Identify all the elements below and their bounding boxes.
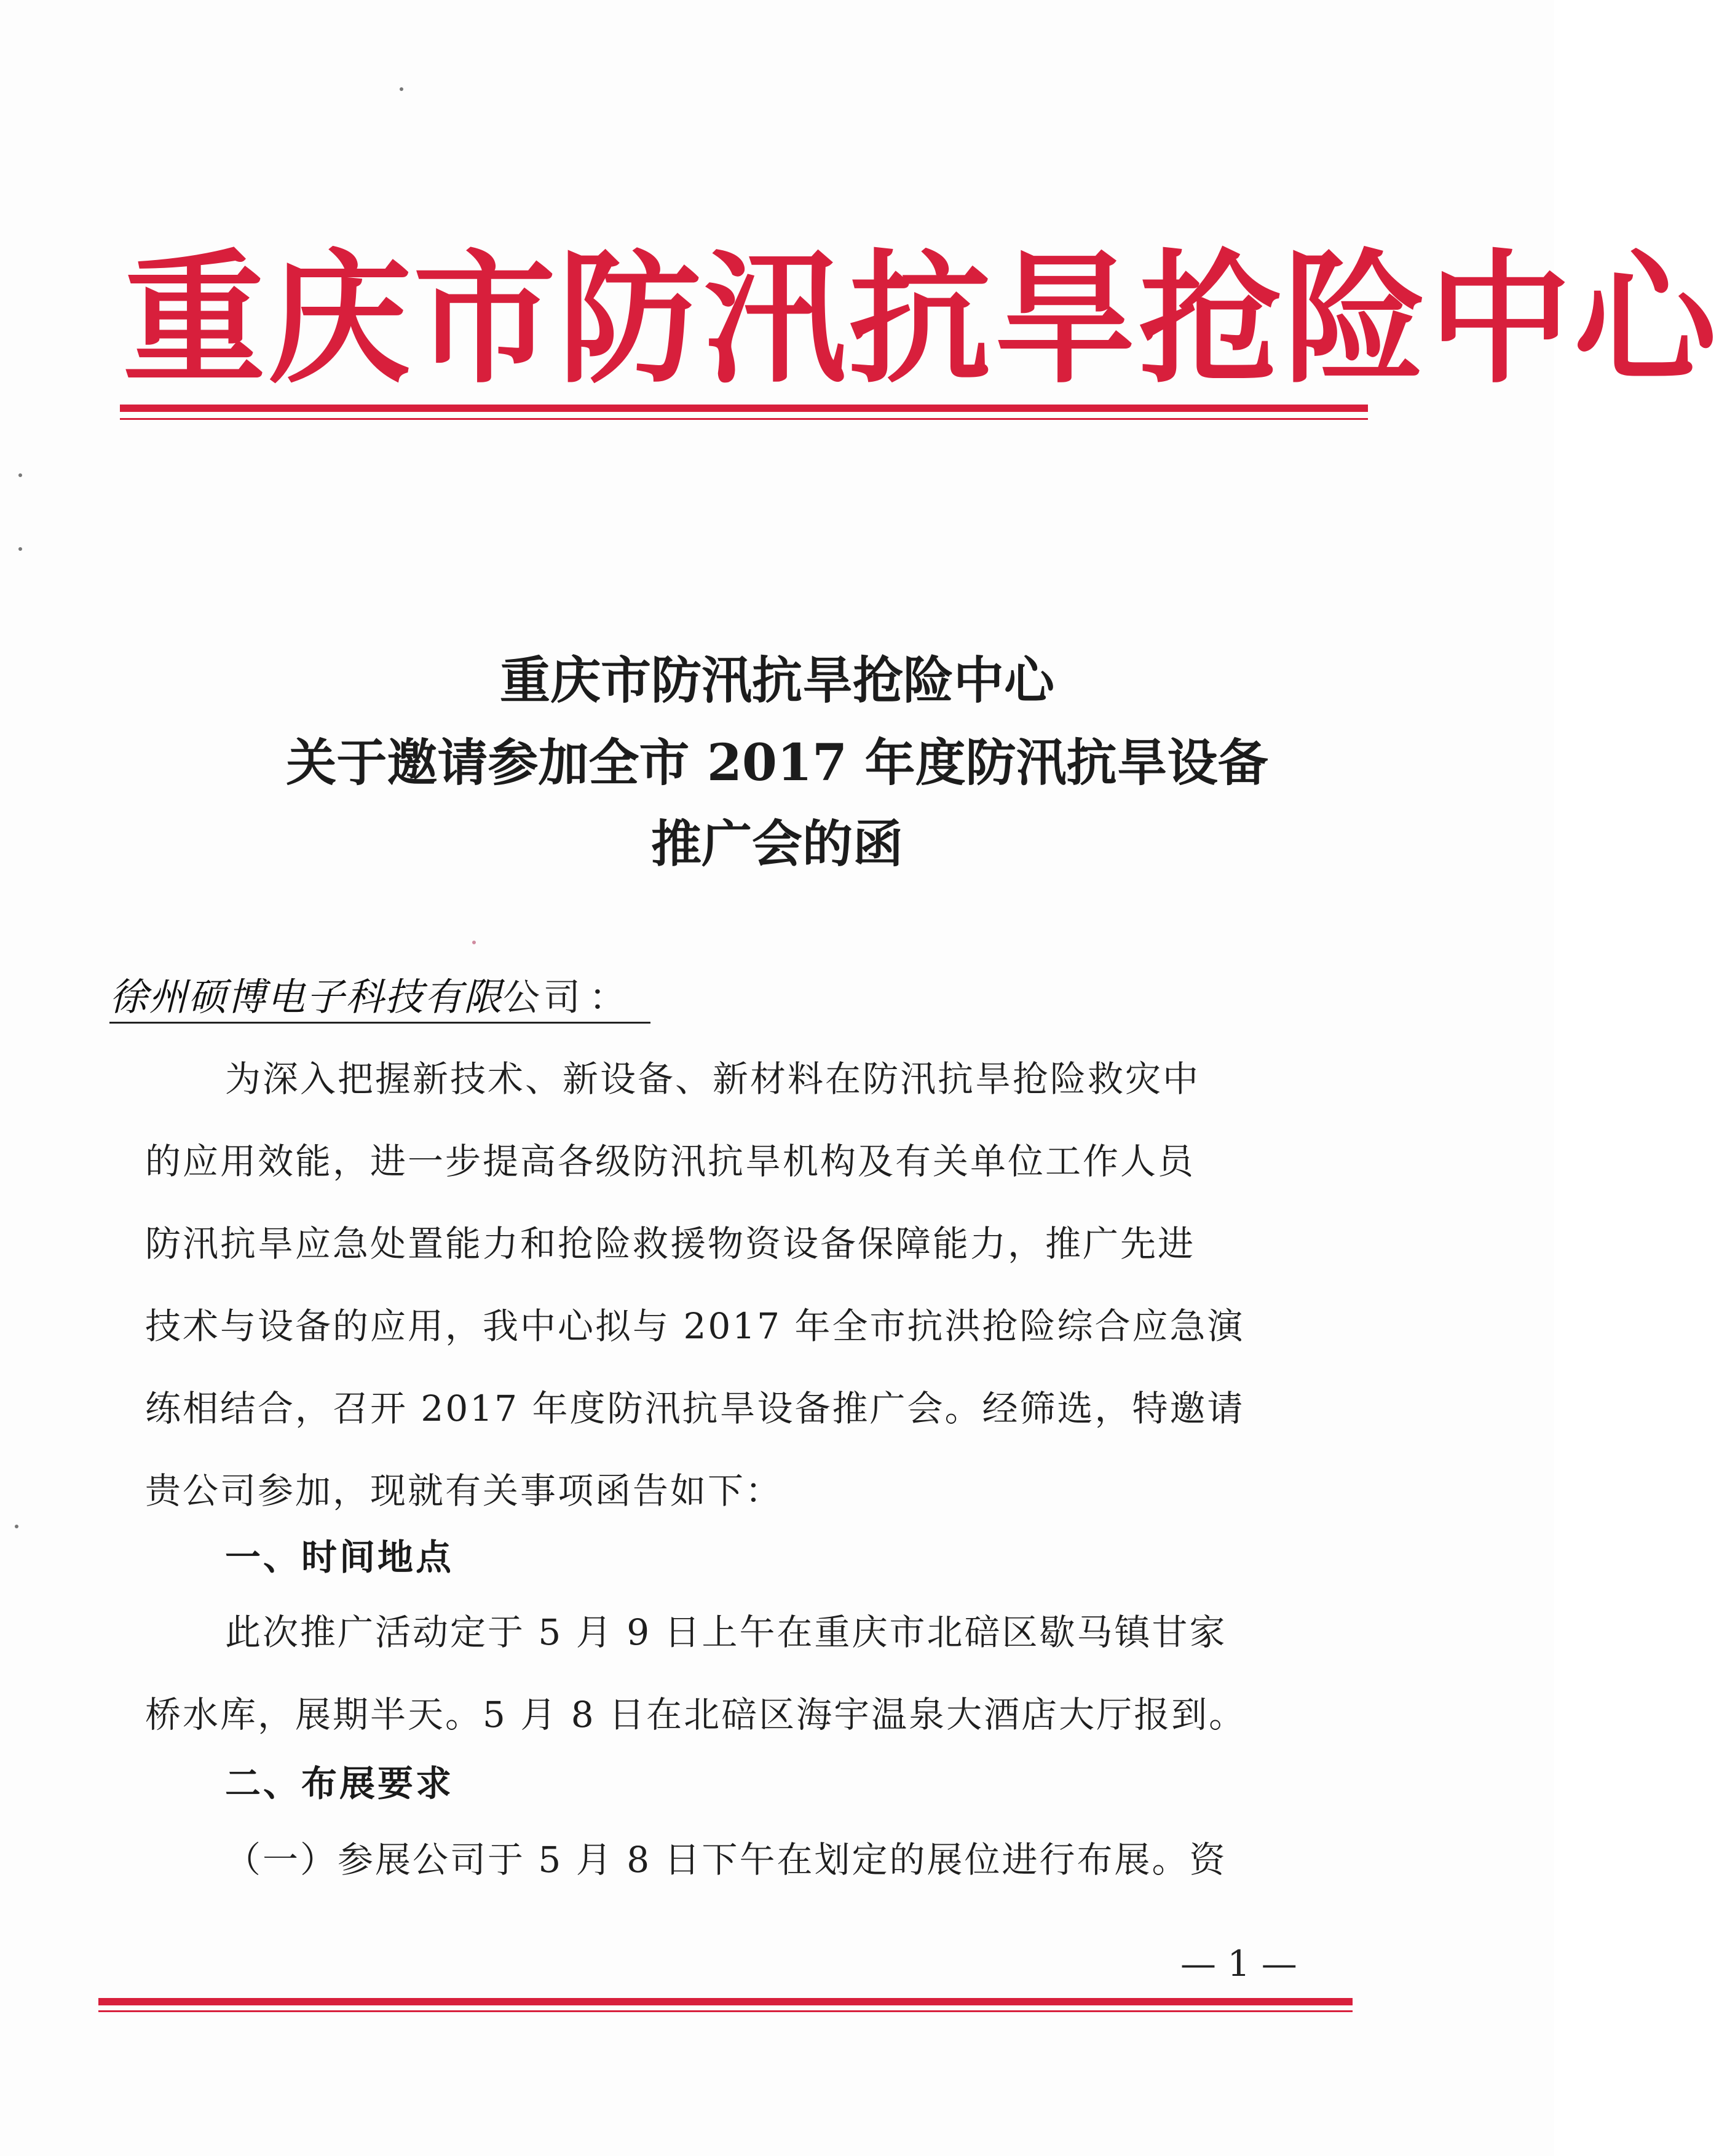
addressee-handwritten-name: 徐州硕博电子科技有限 [109,974,504,1019]
intro-line-3: 防汛抗旱应急处置能力和抢险救援物资设备保障能力，推广先进 [145,1223,1196,1265]
scan-speck [18,473,22,477]
footer-red-rule-thin [98,2010,1353,2012]
addressee [109,966,626,1028]
letterhead-red-rule [120,405,1368,412]
page-number: — 1 — [1180,1943,1297,1984]
section-2-heading: 二、布展要求 [225,1763,454,1804]
intro-line-6: 贵公司参加，现就有关事项函告如下： [145,1470,783,1512]
letterhead-red-rule-thin [120,418,1368,420]
scan-speck [18,547,22,551]
footer-red-rule [98,1998,1353,2005]
addressee-colon: ： [589,976,626,1019]
section-1-line-1: 此次推广活动定于 5 月 9 日上午在重庆市北碚区歇马镇甘家 [225,1611,1227,1653]
section-1-line-2: 桥水库，展期半天。5 月 8 日在北碚区海宇温泉大酒店大厅报到。 [145,1694,1247,1735]
addressee-printed-suffix: 公司 [503,976,585,1019]
intro-line-5: 练相结合，召开 2017 年度防汛抗旱设备推广会。经筛选，特邀请 [145,1388,1245,1429]
scan-speck [15,1525,18,1528]
addressee-underline [109,1022,650,1024]
scan-speck [472,941,476,944]
section-1-heading: 一、时间地点 [225,1536,454,1578]
scan-speck [400,87,403,91]
document-title-line-1: 重庆市防汛抗旱抢险中心 [499,651,1054,710]
document-title-line-2: 关于邀请参加全市 2017 年度防汛抗旱设备 [286,733,1268,792]
intro-line-1: 为深入把握新技术、新设备、新材料在防汛抗旱抢险救灾中 [225,1058,1201,1100]
section-2-line-1: （一）参展公司于 5 月 8 日下午在划定的展位进行布展。资 [225,1839,1227,1881]
letterhead-title: 重庆市防汛抗旱抢险中心 [123,237,1719,403]
document-title-line-3: 推广会的函 [650,815,903,874]
intro-line-4: 技术与设备的应用，我中心拟与 2017 年全市抗洪抢险综合应急演 [145,1305,1245,1347]
intro-line-2: 的应用效能，进一步提高各级防汛抗旱机构及有关单位工作人员 [145,1140,1196,1182]
